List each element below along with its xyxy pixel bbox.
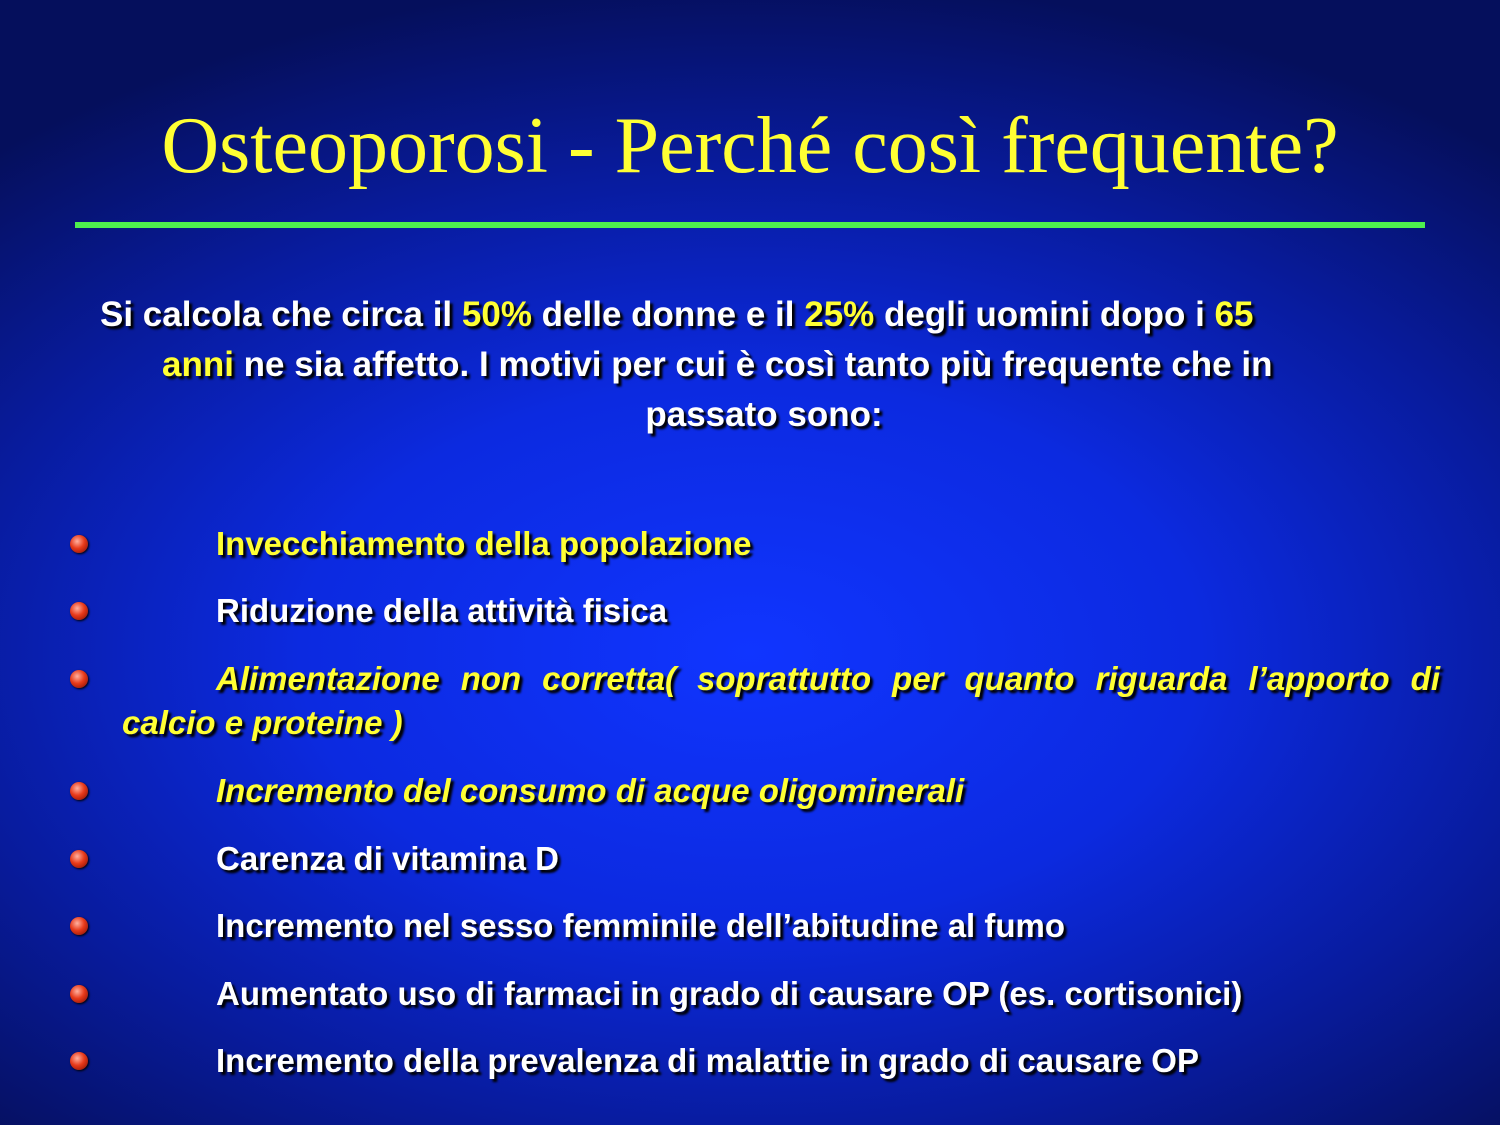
bullet-icon [70,1052,88,1070]
list-item-text: Carenza di vitamina D [216,840,559,877]
intro-text-3: degli uomini dopo i [874,295,1215,334]
stat-age-unit: anni [162,345,234,384]
list-item-text: Alimentazione non corretta( soprattutto per quanto riguarda l’apporto di calcio e proteine ) [122,660,1440,741]
list-item-text: Incremento nel sesso femminile dell’abitudine al fumo [216,907,1066,944]
list-item-text: Invecchiamento della popolazione [216,525,752,562]
list-item-text: Aumentato uso di farmaci in grado di causare OP (es. cortisonici) [216,975,1243,1012]
intro-text-2: delle donne e il [531,295,805,334]
bullet-icon [70,535,88,553]
stat-age: 65 [1214,295,1254,334]
stat-men-percent: 25% [804,295,875,334]
list-item-text: Riduzione della attività fisica [216,592,668,629]
bullet-icon [70,850,88,868]
bullet-icon [70,602,88,620]
intro-text-1: Si calcola che circa il [100,295,462,334]
bullet-icon [70,917,88,935]
intro-line-3: passato sono: [645,395,883,434]
bullet-icon [70,670,88,688]
list-item-text: Incremento del consumo di acque oligominerali [216,772,965,809]
stat-women-percent: 50% [461,295,532,334]
bullet-icon [70,985,88,1003]
bullet-icon [70,782,88,800]
list-item-text: Incremento della prevalenza di malattie in grado di causare OP [216,1042,1199,1079]
slide-title: Osteoporosi - Perché così frequente? [161,102,1339,190]
intro-text-4: ne sia affetto. I motivi per cui è così tanto più frequente che in [233,345,1273,384]
